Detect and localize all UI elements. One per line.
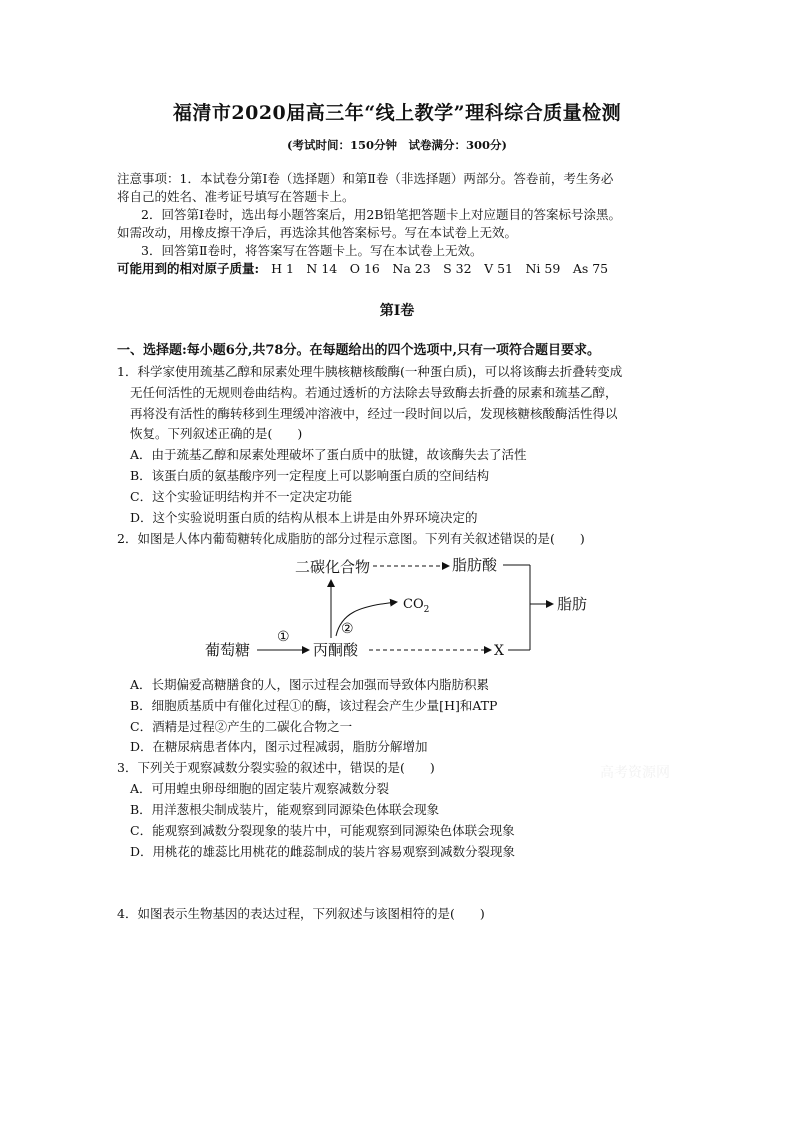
glucose-to-fat-diagram — [205, 552, 595, 664]
q2-option-c: C．酒精是过程②产生的二碳化合物之一 — [130, 719, 353, 734]
notice-line-3: 2．回答第Ⅰ卷时，选出每小题答案后，用2B铅笔把答题卡上对应题目的答案标号涂黑。 — [141, 207, 622, 222]
q1-option-a: A．由于巯基乙醇和尿素处理破坏了蛋白质中的肽键，故该酶失去了活性 — [130, 447, 527, 462]
exam-info: (考试时间：150分钟 试卷满分：300分) — [287, 138, 507, 152]
q1-option-b: B．该蛋白质的氨基酸序列一定程度上可以影响蛋白质的空间结构 — [130, 468, 490, 483]
notice-line-4: 如需改动，用橡皮擦干净后，再选涂其他答案标号。写在本试卷上无效。 — [117, 225, 518, 240]
q2-option-b: B．细胞质基质中有催化过程①的酶，该过程会产生少量[H]和ATP — [130, 698, 498, 713]
notice-line-5: 3．回答第Ⅱ卷时，将答案写在答题卡上。写在本试卷上无效。 — [141, 243, 483, 258]
q2-option-d: D．在糖尿病患者体内，图示过程减弱，脂肪分解增加 — [130, 739, 428, 754]
notice-line-1: 注意事项：1．本试卷分第Ⅰ卷（选择题）和第Ⅱ卷（非选择题）两部分。答卷前，考生务必 — [117, 171, 614, 186]
section-title: 第Ⅰ卷 — [379, 303, 415, 319]
q1-stem-line-1: 1．科学家使用巯基乙醇和尿素处理牛胰核糖核酸酶(一种蛋白质)，可以将该酶去折叠转变成 — [117, 364, 623, 379]
atomic-masses-values: H 1 N 14 O 16 Na 23 S 32 V 51 Ni 59 As 75 — [271, 261, 609, 276]
watermark: 高考资源网 — [600, 765, 670, 781]
step-1-label: ① — [277, 629, 290, 645]
q1-option-c: C．这个实验证明结构并不一定决定功能 — [130, 489, 353, 504]
glucose-label: 葡萄糖 — [205, 641, 251, 659]
q1-stem-line-4: 恢复。下列叙述正确的是( ) — [130, 426, 303, 441]
q2-option-a: A．长期偏爱高糖膳食的人，图示过程会加强而导致体内脂肪积累 — [130, 677, 490, 692]
q1-stem-line-2: 无任何活性的无规则卷曲结构。若通过透析的方法除去导致酶去折叠的尿素和巯基乙醇， — [130, 385, 618, 400]
q3-option-d: D．用桃花的雄蕊比用桃花的雌蕊制成的装片容易观察到减数分裂现象 — [130, 844, 516, 859]
atomic-masses — [117, 260, 608, 278]
fat-label: 脂肪 — [557, 595, 588, 613]
pyruvate-label: 丙酮酸 — [313, 641, 359, 659]
two-carbon-label: 二碳化合物 — [295, 558, 371, 576]
fatty-acid-label: 脂肪酸 — [452, 556, 498, 574]
part-heading: 一、选择题:每小题6分,共78分。在每题给出的四个选项中,只有一项符合题目要求。 — [117, 343, 600, 358]
q3-stem: 3．下列关于观察减数分裂实验的叙述中，错误的是( ) — [117, 760, 435, 775]
page-title: 福清市2020届高三年“线上教学”理科综合质量检测 — [172, 102, 622, 124]
co2-label: $CO_2$ — [403, 597, 430, 615]
q1-stem-line-3: 再将没有活性的酶转移到生理缓冲溶液中，经过一段时间以后，发现核糖核酸酶活性得以 — [130, 406, 618, 421]
x-label: X — [494, 643, 504, 659]
q2-stem: 2．如图是人体内葡萄糖转化成脂肪的部分过程示意图。下列有关叙述错误的是( ) — [117, 531, 585, 546]
atomic-masses-label: 可能用到的相对原子质量: — [117, 261, 260, 276]
q3-option-b: B．用洋葱根尖制成装片，能观察到同源染色体联会现象 — [130, 802, 440, 817]
step-2-label: ② — [341, 621, 354, 637]
q3-option-c: C．能观察到减数分裂现象的装片中，可能观察到同源染色体联会现象 — [130, 823, 515, 838]
notice-line-2: 将自己的姓名、准考证号填写在答题卡上。 — [117, 189, 355, 204]
q3-option-a: A．可用蝗虫卵母细胞的固定装片观察减数分裂 — [130, 781, 390, 796]
q4-stem: 4．如图表示生物基因的表达过程，下列叙述与该图相符的是( ) — [117, 906, 485, 921]
q1-option-d: D．这个实验说明蛋白质的结构从根本上讲是由外界环境决定的 — [130, 510, 478, 525]
